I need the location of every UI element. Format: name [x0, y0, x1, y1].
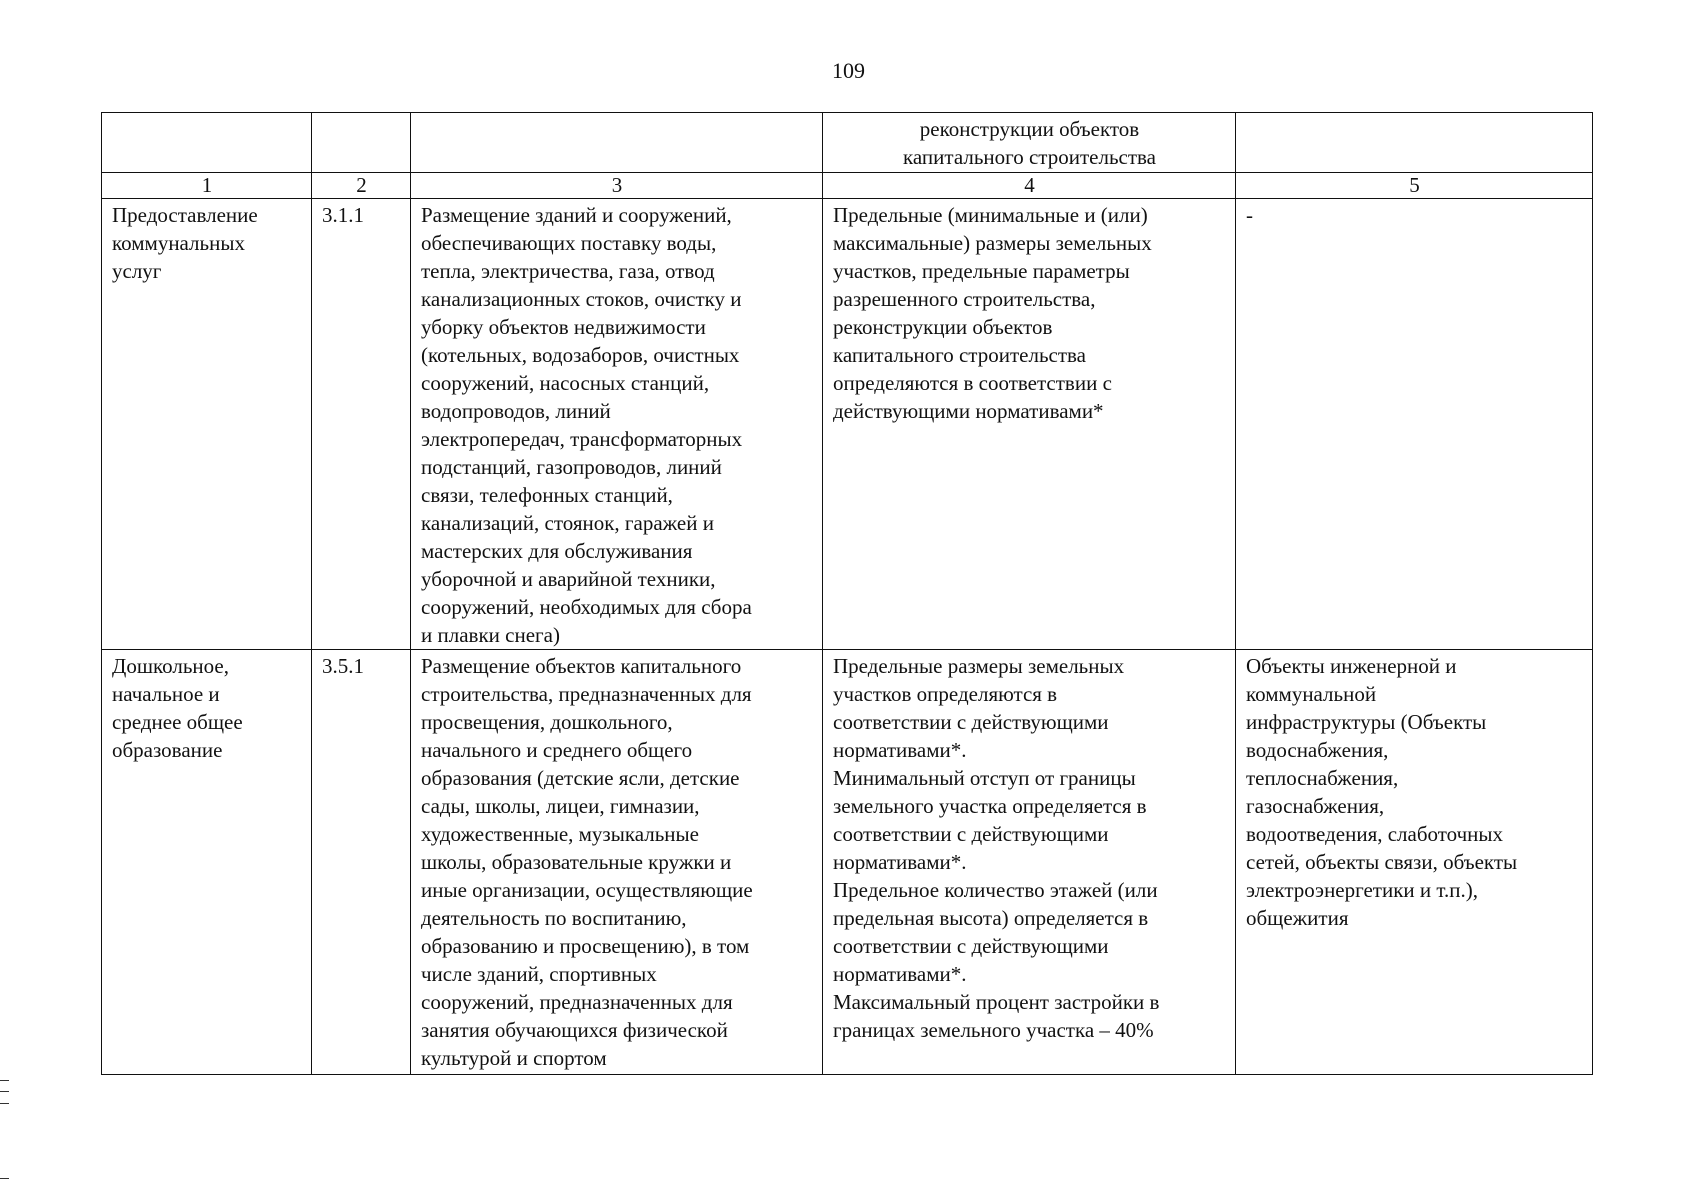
cell-text-line: занятия обучающихся физической [421, 1018, 728, 1042]
restrictions-cell [1236, 199, 1593, 650]
cell-text-line: строительства, предназначенных для [421, 682, 752, 706]
cell-text-line: канализаций, стоянок, гаражей и [421, 511, 714, 535]
cell-text-line: водоотведения, слаботочных [1246, 822, 1504, 846]
cell-text-line: (котельных, водозаборов, очистных [421, 343, 740, 367]
cell-text-line: начальное и [112, 682, 220, 706]
cell-text-line: художественные, музыкальные [421, 822, 699, 846]
cell-text-line: сооружений, предназначенных для [421, 990, 733, 1014]
column-number-3: 3 [411, 173, 823, 199]
column-number-4: 4 [823, 173, 1236, 199]
continuation-row [102, 113, 1593, 173]
cell-text-line: Размещение объектов капитального [421, 654, 742, 678]
column-number-5: 5 [1236, 173, 1593, 199]
cell-text-line: - [1246, 203, 1253, 227]
cell-text-line: соответствии с действующими [833, 710, 1109, 734]
cell-text-line: Объекты инженерной и [1246, 654, 1457, 678]
cell-text-line: Размещение зданий и сооружений, [421, 203, 732, 227]
cell-text-line: школы, образовательные кружки и [421, 850, 732, 874]
scan-margin-mark [0, 1178, 9, 1179]
cell-text-line: услуг [112, 259, 162, 283]
cell-text-line: сооружений, необходимых для сбора [421, 595, 752, 619]
cell-text-line: максимальные) размеры земельных [833, 231, 1152, 255]
land-use-description-cell [411, 650, 823, 1075]
cell-text-line: предельная высота) определяется в [833, 906, 1149, 930]
cell-text-line: теплоснабжения, [1246, 766, 1399, 790]
cell-text-line: нормативами*. [833, 850, 967, 874]
land-use-description-cell [411, 199, 823, 650]
cell-text-line: иные организации, осуществляющие [421, 878, 753, 902]
cell-text-line: образованию и просвещению), в том [421, 934, 750, 958]
cell-text-line: Дошкольное, [112, 654, 229, 678]
cell-text-line: определяются в соответствии с [833, 371, 1112, 395]
table-row-education [102, 650, 1593, 1075]
cell-text-line: разрешенного строительства, [833, 287, 1096, 311]
land-use-name-cell [102, 199, 312, 650]
cell-text-line: реконструкции объектов [919, 117, 1140, 141]
cell-text-line: Максимальный процент застройки в [833, 990, 1160, 1014]
parameters-cell [823, 650, 1236, 1075]
cell-text-line: капитального строительства [903, 145, 1156, 169]
zoning-regulations-table [101, 112, 1593, 1075]
cell-text-line: образование [112, 738, 223, 762]
cell-text-line: культурой и спортом [421, 1046, 607, 1070]
cell-text-line: инфраструктуры (Объекты [1246, 710, 1487, 734]
cell-text-line: сетей, объекты связи, объекты [1246, 850, 1518, 874]
cell-text-line: реконструкции объектов [833, 315, 1053, 339]
land-use-code-cell: 3.5.1 [312, 650, 411, 1075]
cell-text-line: просвещения, дошкольного, [421, 710, 673, 734]
cell-text-line: сады, школы, лицеи, гимназии, [421, 794, 700, 818]
cell-text-line: участков определяются в [833, 682, 1058, 706]
land-use-code-cell: 3.1.1 [312, 199, 411, 650]
cell-text-line: подстанций, газопроводов, линий [421, 455, 722, 479]
column-number-1: 1 [102, 173, 312, 199]
cell-text-line: мастерских для обслуживания [421, 539, 693, 563]
cell-text-line: уборку объектов недвижимости [421, 315, 706, 339]
cell-text-line: соответствии с действующими [833, 934, 1109, 958]
cell-text-line: действующими нормативами* [833, 399, 1104, 423]
restrictions-cell [1236, 650, 1593, 1075]
continuation-cell-2 [312, 113, 411, 173]
cell-text-line: канализационных стоков, очистку и [421, 287, 742, 311]
cell-text-line: деятельность по воспитанию, [421, 906, 687, 930]
cell-text-line: капитального строительства [833, 343, 1086, 367]
cell-text-line: образования (детские ясли, детские [421, 766, 740, 790]
table-row-utilities [102, 199, 1593, 650]
cell-text-line: Предельные (минимальные и (или) [833, 203, 1148, 227]
cell-text-line: участков, предельные параметры [833, 259, 1130, 283]
cell-text-line: сооружений, насосных станций, [421, 371, 710, 395]
cell-text-line: тепла, электричества, газа, отвод [421, 259, 715, 283]
cell-text-line: Минимальный отступ от границы [833, 766, 1136, 790]
continuation-cell-4 [823, 113, 1236, 173]
column-number-row [102, 173, 1593, 199]
column-number-2: 2 [312, 173, 411, 199]
cell-text-line: Предоставление [112, 203, 258, 227]
cell-text-line: водопроводов, линий [421, 399, 611, 423]
land-use-name-cell [102, 650, 312, 1075]
cell-text-line: границах земельного участка – 40% [833, 1018, 1154, 1042]
cell-text-line: нормативами*. [833, 738, 967, 762]
page-number: 109 [832, 58, 865, 83]
cell-text-line: электроэнергетики и т.п.), [1246, 878, 1478, 902]
cell-text-line: и плавки снега) [421, 623, 560, 647]
continuation-cell-5 [1236, 113, 1593, 173]
cell-text-line: Предельные размеры земельных [833, 654, 1125, 678]
cell-text-line: газоснабжения, [1246, 794, 1385, 818]
cell-text-line: Предельное количество этажей (или [833, 878, 1158, 902]
cell-text-line: коммунальной [1246, 682, 1377, 706]
cell-text-line: числе зданий, спортивных [421, 962, 657, 986]
cell-text-line: соответствии с действующими [833, 822, 1109, 846]
scan-margin-mark [0, 1080, 9, 1104]
cell-text-line: земельного участка определяется в [833, 794, 1147, 818]
parameters-cell [823, 199, 1236, 650]
cell-text-line: обеспечивающих поставку воды, [421, 231, 717, 255]
continuation-cell-1 [102, 113, 312, 173]
cell-text-line: начального и среднего общего [421, 738, 693, 762]
cell-text-line: нормативами*. [833, 962, 967, 986]
continuation-cell-3 [411, 113, 823, 173]
cell-text-line: связи, телефонных станций, [421, 483, 673, 507]
cell-text-line: водоснабжения, [1246, 738, 1389, 762]
cell-text-line: среднее общее [112, 710, 243, 734]
cell-text-line: уборочной и аварийной техники, [421, 567, 716, 591]
cell-text-line: электропередач, трансформаторных [421, 427, 743, 451]
cell-text-line: общежития [1246, 906, 1349, 930]
cell-text-line: коммунальных [112, 231, 245, 255]
